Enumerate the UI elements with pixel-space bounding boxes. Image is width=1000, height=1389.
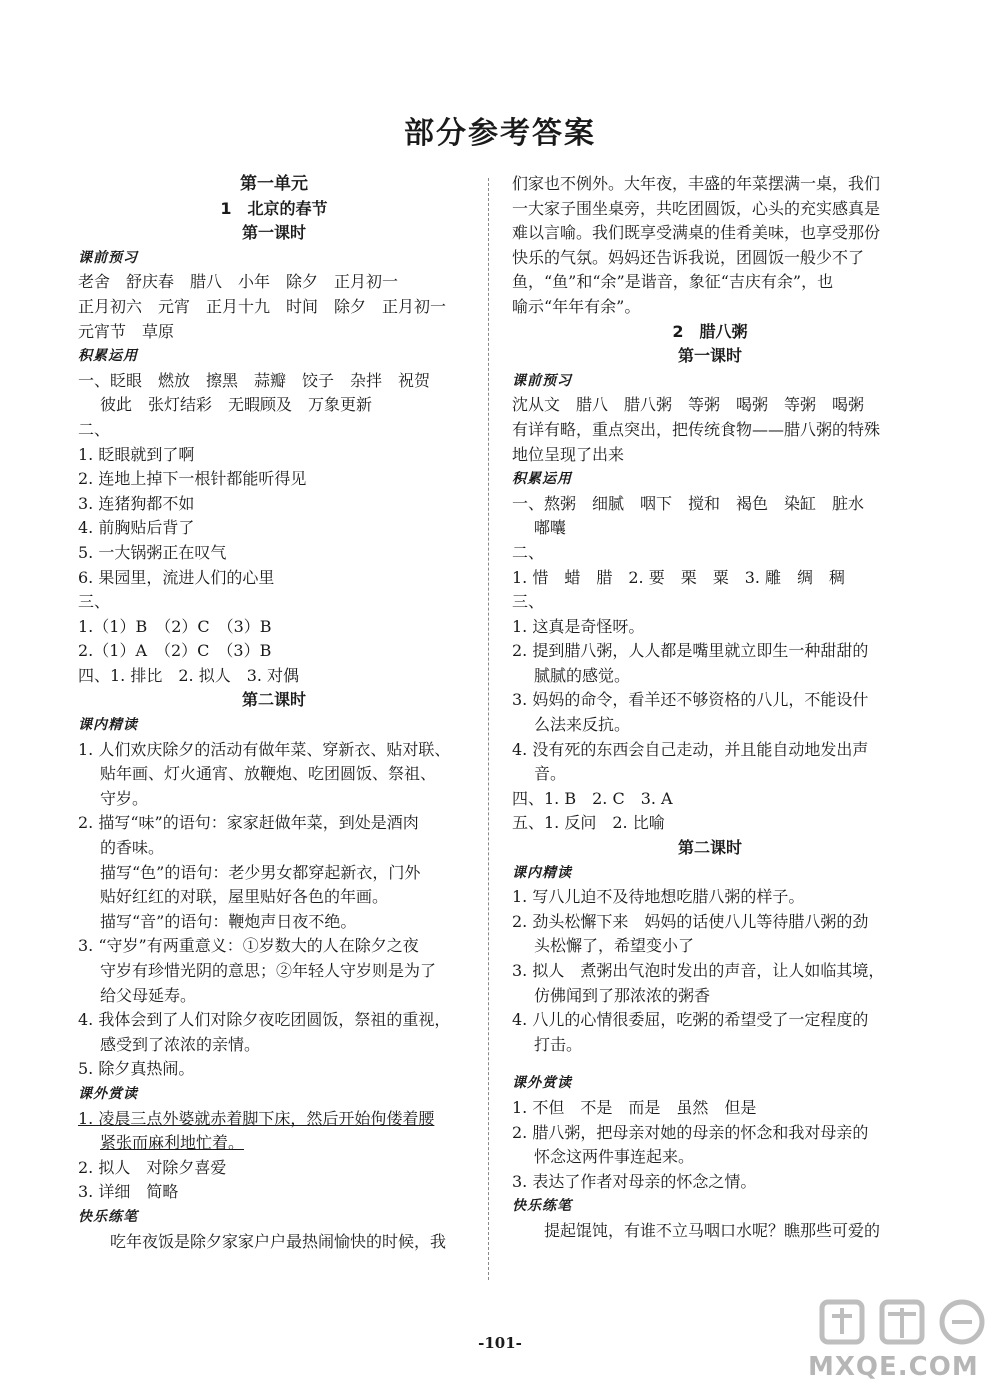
section-heading: 课内精读 — [512, 864, 572, 881]
answer-line: 地位呈现了出来 — [512, 444, 625, 464]
answer-line: 音。 — [534, 764, 567, 784]
period-heading: 第二课时 — [677, 838, 742, 858]
answer-line: 头松懈了，希望变小了 — [534, 936, 695, 956]
underlined-answer-line: 紧张而麻利地忙着。 — [100, 1133, 245, 1153]
answer-line: 的香味。 — [100, 838, 165, 858]
answer-line: 嘟囔 — [534, 518, 567, 538]
section-heading: 课前预习 — [512, 372, 572, 389]
answer-line: 二、 — [78, 419, 111, 439]
answer-line: 3. 连猪狗都不如 — [78, 493, 195, 513]
right-column — [512, 172, 908, 1244]
lesson-title: 1 北京的春节 — [220, 198, 328, 218]
answer-line: 3. “守岁”有两重意义：①岁数大的人在除夕之夜 — [78, 936, 419, 956]
answer-line: 贴年画、灯火通宵、放鞭炮、吃团圆饭、祭祖、 — [100, 764, 437, 784]
answer-line: 给父母延寿。 — [100, 985, 197, 1005]
section-heading: 课前预习 — [78, 249, 138, 266]
answer-line: 三、 — [78, 592, 111, 612]
answer-line: 彼此 张灯结彩 无暇顾及 万象更新 — [100, 395, 373, 415]
answer-line: 快乐的气氛。妈妈还告诉我说，团圆饭一般少不了 — [512, 247, 865, 267]
answer-line: 2. 连地上掉下一根针都能听得见 — [78, 469, 307, 489]
answer-line: 喻示“年年有余”。 — [512, 296, 641, 316]
answer-line: 守岁有珍惜光阴的意思；②年轻人守岁则是为了 — [100, 961, 437, 980]
answer-line: 2.（1）A （2）C （3）B — [78, 641, 272, 661]
section-heading: 积累运用 — [78, 348, 138, 365]
section-heading: 快乐练笔 — [78, 1208, 138, 1225]
answer-line: 1. 人们欢庆除夕的活动有做年菜、穿新衣、贴对联、 — [78, 739, 451, 759]
answer-line: 描写“音”的语句：鞭炮声日夜不绝。 — [100, 911, 357, 931]
answer-line: 一、眨眼 燃放 擦黑 蒜瓣 饺子 杂拌 祝贺 — [78, 370, 431, 390]
spacer — [512, 1057, 908, 1071]
unit-heading: 第一单元 — [240, 174, 308, 194]
answer-line: 四、1. B 2. C 3. A — [512, 788, 673, 808]
answer-line: 有详有略，重点突出，把传统食物——腊八粥的特殊 — [512, 419, 881, 439]
answer-line: 2. 拟人 对除夕喜爱 — [78, 1157, 227, 1177]
answer-line: 3. 详细 简略 — [78, 1182, 179, 1202]
answer-line: 三、 — [512, 592, 545, 612]
answer-line: 4. 前胸贴后背了 — [78, 518, 195, 538]
answer-line: 4. 没有死的东西会自己走动，并且能自动地发出声 — [512, 739, 869, 759]
answer-line: 5. 一大锅粥正在叹气 — [78, 542, 227, 562]
answer-line: 贴好红红的对联，屋里贴好各色的年画。 — [100, 887, 389, 907]
answer-line: 老舍 舒庆春 腊八 小年 除夕 正月初一 — [78, 272, 399, 292]
underlined-answer-line: 1. 凌晨三点外婆就赤着脚下床，然后开始佝偻着腰 — [78, 1108, 435, 1128]
answer-line: 1. 不但 不是 而是 虽然 但是 — [512, 1097, 757, 1117]
answer-line: 们家也不例外。大年夜，丰盛的年菜摆满一桌，我们 — [512, 174, 881, 193]
page-number: -101- — [478, 1334, 522, 1352]
left-column — [78, 172, 470, 1254]
answer-line: 五、1. 反问 2. 比喻 — [512, 813, 665, 833]
period-heading: 第一课时 — [677, 346, 742, 366]
watermark-text: MXQE.COM — [808, 1352, 979, 1382]
section-heading: 快乐练笔 — [512, 1198, 572, 1215]
answer-line: 1. 眨眼就到了啊 — [78, 444, 195, 464]
answer-line: 仿佛闻到了那浓浓的粥香 — [534, 985, 711, 1005]
answer-line: 3. 妈妈的命令，看羊还不够资格的八儿，不能设什 — [512, 690, 869, 710]
watermark-logo-icon — [818, 1294, 986, 1346]
answer-line: 打击。 — [534, 1034, 583, 1054]
page-title: 部分参考答案 — [404, 116, 596, 151]
column-divider — [488, 178, 489, 1280]
answer-line: 6. 果园里，流进人们的心里 — [78, 567, 275, 587]
answer-line: 二、 — [512, 542, 545, 562]
essay-paragraph: 吃年夜饭是除夕家家户户最热闹愉快的时候，我 — [110, 1231, 447, 1251]
answer-line: 一大家子围坐桌旁，共吃团圆饭，心头的充实感真是 — [512, 198, 881, 218]
answer-line: 3. 拟人 煮粥出气泡时发出的声音，让人如临其境， — [512, 961, 885, 980]
answer-line: 3. 表达了作者对母亲的怀念之情。 — [512, 1171, 757, 1191]
lesson-title: 2 腊八粥 — [672, 321, 748, 341]
answer-line: 1. 这真是奇怪呀。 — [512, 616, 645, 636]
period-heading: 第二课时 — [241, 690, 306, 710]
answer-line: 腻腻的感觉。 — [534, 665, 631, 685]
answer-line: 2. 描写“味”的语句：家家赶做年菜，到处是酒肉 — [78, 813, 419, 833]
answer-line: 四、1. 排比 2. 拟人 3. 对偶 — [78, 665, 300, 685]
answer-line: 1.（1）B （2）C （3）B — [78, 616, 272, 636]
answer-line: 正月初六 元宵 正月十九 时间 除夕 正月初一 — [78, 296, 447, 316]
section-heading: 课外赏读 — [512, 1075, 572, 1092]
answer-line: 难以言喻。我们既享受满桌的佳肴美味，也享受那份 — [512, 223, 881, 243]
answer-line: 4. 八儿的心情很委屈，吃粥的希望受了一定程度的 — [512, 1010, 869, 1030]
period-heading: 第一课时 — [241, 223, 306, 243]
answer-line: 怀念这两件事连起来。 — [534, 1147, 695, 1167]
answer-line: 5. 除夕真热闹。 — [78, 1059, 195, 1079]
answer-line: 感受到了浓浓的亲情。 — [100, 1034, 261, 1054]
essay-paragraph: 提起馄饨，有谁不立马咽口水呢？瞧那些可爱的 — [544, 1220, 881, 1240]
answer-line: 4. 我体会到了人们对除夕夜吃团圆饭，祭祖的重视， — [78, 1010, 451, 1030]
answer-line: 么法来反抗。 — [534, 715, 631, 735]
section-heading: 课内精读 — [78, 717, 138, 734]
answer-line: 1. 写八儿迫不及待地想吃腊八粥的样子。 — [512, 887, 805, 907]
answer-line: 2. 提到腊八粥，人人都是嘴里就立即生一种甜甜的 — [512, 641, 869, 661]
answer-line: 一、熬粥 细腻 咽下 搅和 褐色 染缸 脏水 — [512, 493, 865, 513]
answer-line: 鱼，“鱼”和“余”是谐音，象征“吉庆有余”，也 — [512, 272, 834, 292]
answer-line: 描写“色”的语句：老少男女都穿起新衣，门外 — [100, 862, 421, 882]
answer-line: 1. 惜 蜡 腊 2. 要 栗 粟 3. 雕 绸 稠 — [512, 567, 846, 587]
answer-line: 元宵节 草原 — [78, 321, 175, 341]
section-heading: 积累运用 — [512, 471, 572, 488]
answer-line: 沈从文 腊八 腊八粥 等粥 喝粥 等粥 喝粥 — [512, 395, 865, 415]
answer-line: 2. 腊八粥，把母亲对她的母亲的怀念和我对母亲的 — [512, 1122, 869, 1142]
answer-line: 守岁。 — [100, 788, 149, 808]
answer-line: 2. 劲头松懈下来 妈妈的话使八儿等待腊八粥的劲 — [512, 911, 869, 931]
watermark — [808, 1290, 998, 1386]
section-heading: 课外赏读 — [78, 1085, 138, 1102]
